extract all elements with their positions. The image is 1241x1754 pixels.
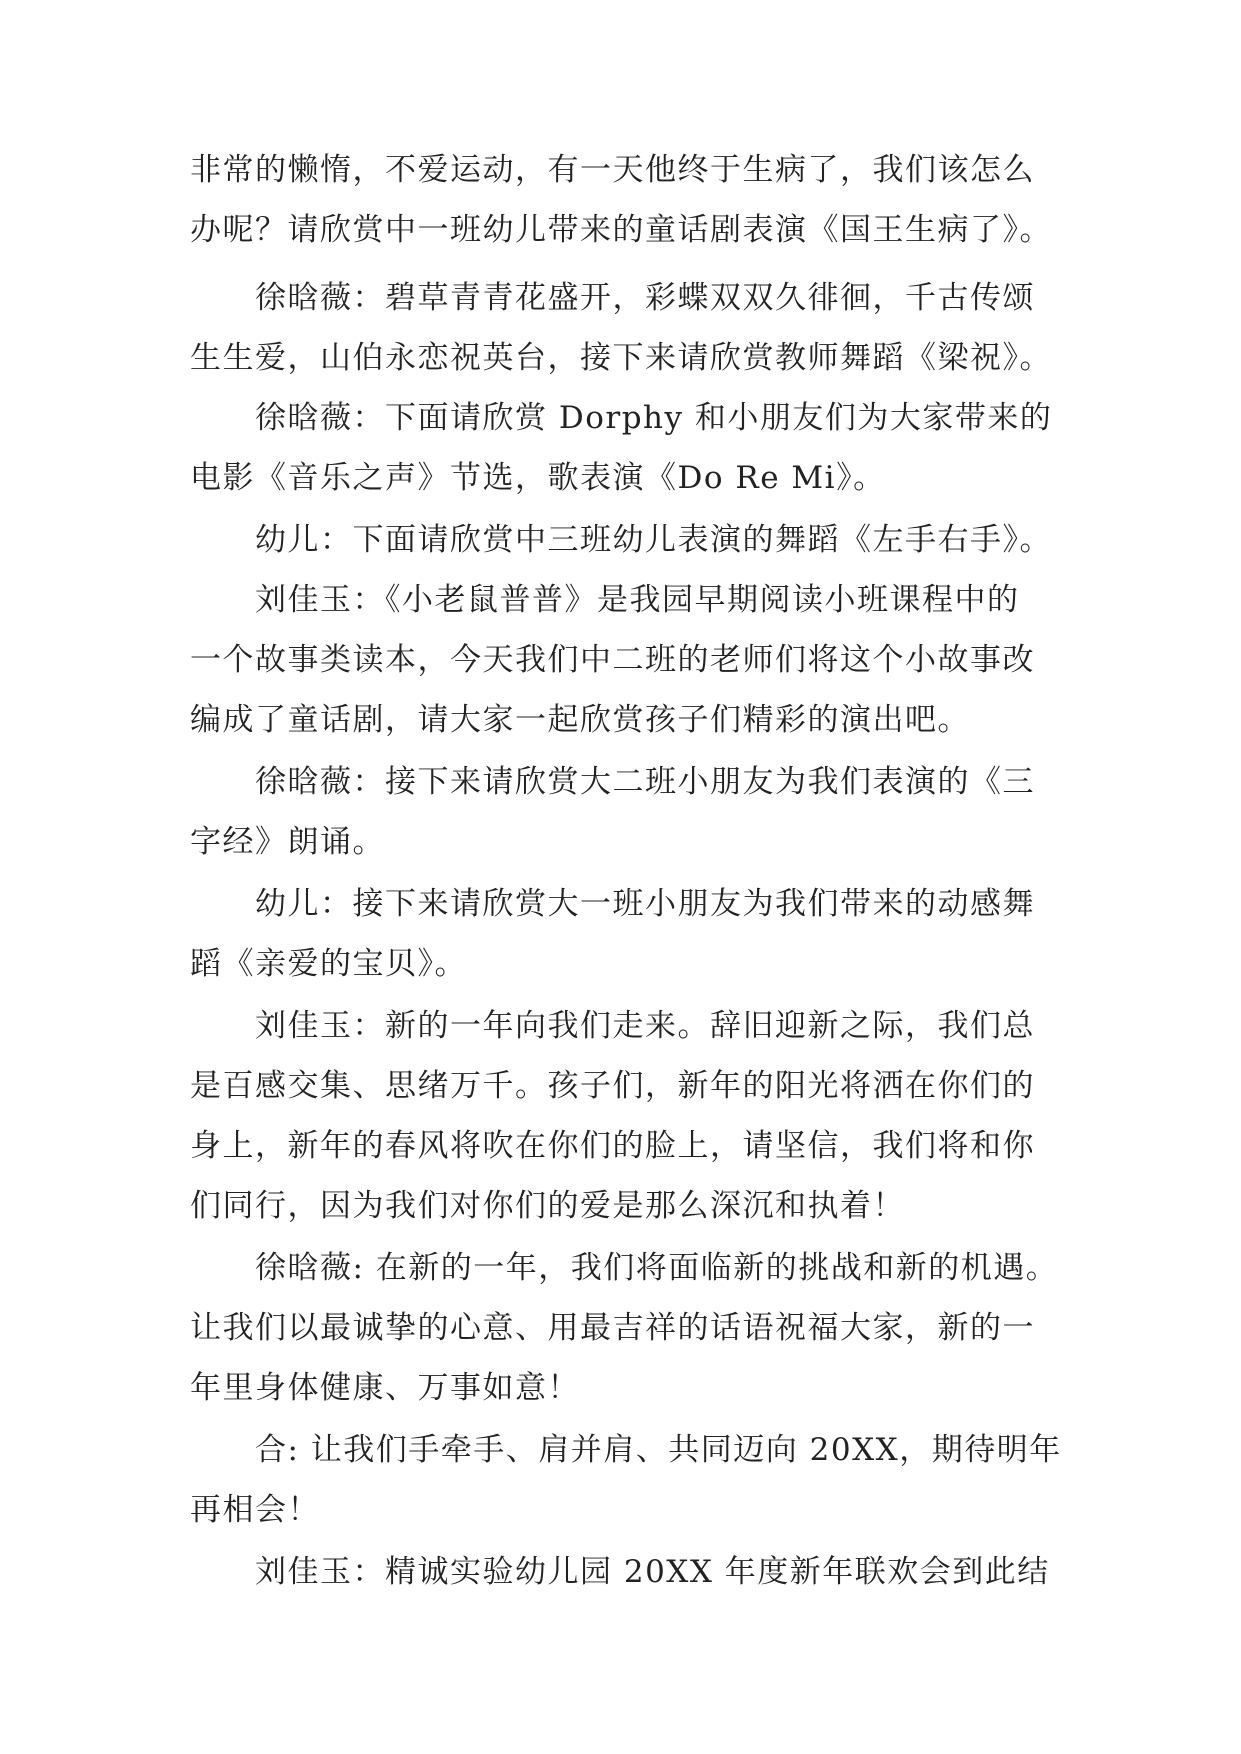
text-line: 刘佳玉：新的一年向我们走来。辞旧迎新之际，我们总 [255, 1008, 1035, 1044]
text-line: 幼儿：接下来请欣赏大一班小朋友为我们带来的动感舞 [255, 886, 1035, 922]
text-line: 蹈《亲爱的宝贝》。 [190, 946, 467, 982]
text-line: 徐晗薇：下面请欣赏 Dorphy 和小朋友们为大家带来的 [255, 400, 1053, 436]
text-line: 徐晗薇：接下来请欣赏大二班小朋友为我们表演的《三 [255, 764, 1035, 800]
text-line: 刘佳玉：《小老鼠普普》是我园早期阅读小班课程中的 [255, 582, 1020, 618]
text-line: 非常的懒惰，不爱运动，有一天他终于生病了，我们该怎么 [190, 152, 1035, 188]
text-line: 年里身体健康、万事如意！ [190, 1370, 580, 1406]
text-line: 字经》朗诵。 [190, 824, 385, 860]
text-line: 徐晗薇: 在新的一年，我们将面临新的挑战和新的机遇。 [255, 1250, 1059, 1286]
text-line: 徐晗薇：碧草青青花盛开，彩蝶双双久徘徊，千古传颂 [255, 280, 1035, 316]
text-line: 编成了童话剧，请大家一起欣赏孩子们精彩的演出吧。 [190, 702, 970, 738]
text-line: 办呢？请欣赏中一班幼儿带来的童话剧表演《国王生病了》。 [190, 212, 1052, 248]
text-line: 让我们以最诚挚的心意、用最吉祥的话语祝福大家，新的一 [190, 1310, 1035, 1346]
text-line: 再相会！ [190, 1492, 320, 1528]
text-line: 们同行，因为我们对你们的爱是那么深沉和执着！ [190, 1188, 905, 1224]
text-line: 电影《音乐之声》节选，歌表演《Do Re Mi》。 [190, 460, 886, 496]
text-line: 幼儿：下面请欣赏中三班幼儿表演的舞蹈《左手右手》。 [255, 522, 1052, 558]
text-line: 一个故事类读本，今天我们中二班的老师们将这个小故事改 [190, 642, 1035, 678]
text-line: 刘佳玉：精诚实验幼儿园 20XX 年度新年联欢会到此结 [255, 1554, 1050, 1590]
text-line: 生生爱，山伯永恋祝英台，接下来请欣赏教师舞蹈《梁祝》。 [190, 340, 1052, 376]
text-line: 合: 让我们手牵手、肩并肩、共同迈向 20XX，期待明年 [255, 1432, 1062, 1468]
text-line: 是百感交集、思绪万千。孩子们，新年的阳光将洒在你们的 [190, 1068, 1035, 1104]
text-line: 身上，新年的春风将吹在你们的脸上，请坚信，我们将和你 [190, 1128, 1035, 1164]
